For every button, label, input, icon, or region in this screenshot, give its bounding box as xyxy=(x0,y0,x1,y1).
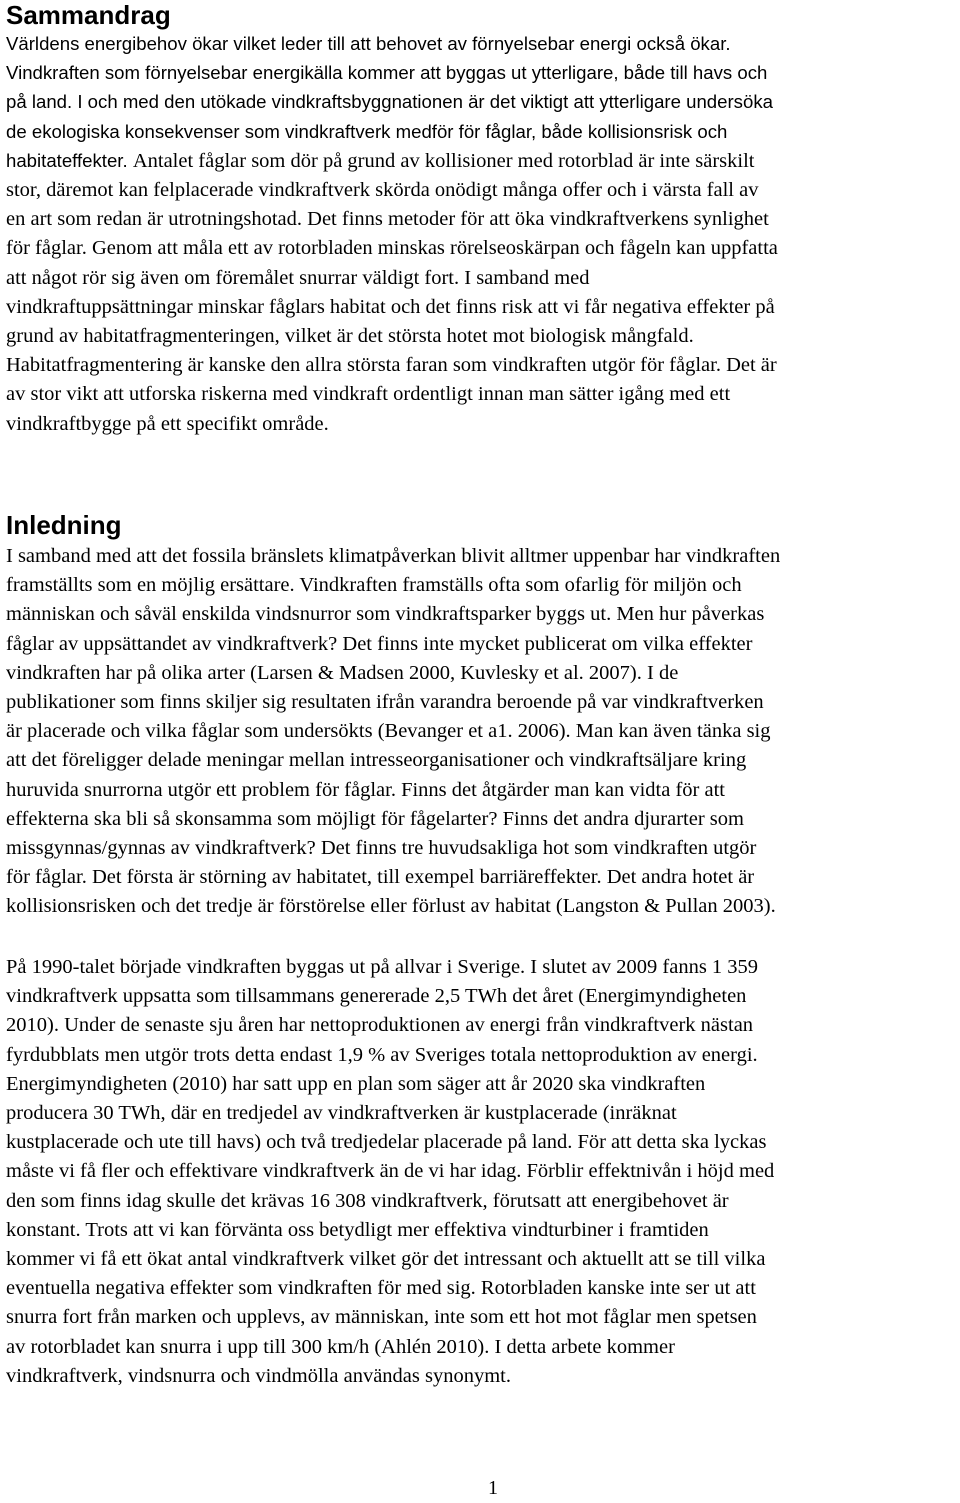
text-line: kollisionsrisken och det tredje är förstörelse eller förlust av habitat (Langston & Pullan 2003). xyxy=(6,895,776,918)
text-line: människan och såväl enskilda vindsnurror som vindkraftsparker byggs ut. Men hur påverkas xyxy=(6,603,765,626)
text-line: fåglar av uppsättandet av vindkraftverk? Det finns inte mycket publicerat om vilka effekter xyxy=(6,632,753,655)
text-line: att något rör sig även om föremålet snurrar väldigt fort. I samband med xyxy=(6,266,590,289)
text-line: vindkraftbygge på ett specifikt område. xyxy=(6,412,329,435)
text-line: I samband med att det fossila bränslets klimatpåverkan blivit alltmer uppenbar har vindkraften xyxy=(6,545,781,567)
text-line: de ekologiska konsekvenser som vindkraftverk medför för fåglar, både kollisionsrisk och xyxy=(6,120,728,142)
text-line: stor, däremot kan felplacerade vindkraftverk skörda onödigt många offer och i värsta fall av xyxy=(6,179,759,202)
text-line: för fåglar. Det första är störning av habitatet, till exempel barriäreffekter. Det andra hotet är xyxy=(6,866,755,889)
heading-sammandrag: Sammandrag xyxy=(6,0,171,30)
text-line: producera 30 TWh, där en tredjedel av vindkraftverken är kustplacerade (inräknat xyxy=(6,1102,677,1125)
text-line: På 1990-talet började vindkraften byggas ut på allvar i Sverige. I slutet av 2009 fanns 1 359 xyxy=(6,956,759,978)
paragraph-sammandrag xyxy=(6,29,956,439)
text-fragment: I och med den utökade vindkraftsbyggnationen är det viktigt att ytterligare undersöka xyxy=(77,91,773,113)
text-line: är placerade och vilka fåglar som undersökts (Bevanger et a1. 2006). Man kan även tänka sig xyxy=(6,720,771,743)
text-line: fyrdubblats men utgör trots detta endast 1,9 % av Sveriges totala nettoproduktion av energi. xyxy=(6,1043,758,1066)
text-line: Habitatfragmentering är kanske den allra största faran som vindkraften utgör för fåglar. Det är xyxy=(6,354,777,377)
text-line: snurra fort från marken och upplevs, av människan, inte som ett hot mot fåglar men spetsen xyxy=(6,1306,757,1329)
paragraph-inledning xyxy=(6,542,958,922)
text-line-mixed xyxy=(6,87,956,116)
text-fragment: på land. xyxy=(6,91,78,113)
text-line: Vindkraften som förnyelsebar energikälla kommer att byggas ut ytterligare, både till havs och xyxy=(6,62,768,84)
text-line: kommer vi få ett ökat antal vindkraftverk vilket gör det intressant och aktuellt att se till vilka xyxy=(6,1248,766,1271)
text-line: att det föreligger delade meningar mellan intresseorganisationer och vindkraftsäljare kring xyxy=(6,749,747,772)
text-line: Världens energibehov ökar vilket leder till att behovet av förnyelsebar energi också ökar. xyxy=(6,33,731,54)
text-line: missgynnas/gynnas av vindkraftverk? Det finns tre huvudsakliga hot som vindkraften utgör xyxy=(6,837,757,860)
text-fragment: Antalet fåglar som dör på grund av kollisioner med rotorblad är inte särskilt xyxy=(132,149,755,172)
text-line: Energimyndigheten (2010) har satt upp en plan som säger att år 2020 ska vindkraften xyxy=(6,1072,706,1095)
text-line: eventuella negativa effekter som vindkraften för med sig. Rotorbladen kanske inte ser ut att xyxy=(6,1277,756,1300)
text-line: en art som redan är utrotningshotad. Det finns metoder för att öka vindkraftverkens synlighet xyxy=(6,208,769,231)
text-line: måste vi få fler och effektivare vindkraftverk än de vi har idag. Förblir effektnivån i höjd med xyxy=(6,1160,775,1183)
text-line-mixed xyxy=(6,146,956,176)
text-line: kustplacerade och ute till havs) och två tredjedelar placerade på land. För att detta ska lyckas xyxy=(6,1131,767,1154)
page-number: 1 xyxy=(488,1477,498,1499)
text-line: av rotorbladet kan snurra i upp till 300 km/h (Ahlén 2010). I detta arbete kommer xyxy=(6,1335,675,1358)
text-line: av stor vikt att utforska riskerna med vindkraft ordentligt innan man sätter igång med ett xyxy=(6,383,731,406)
text-line: effekterna ska bli så skonsamma som möjligt för fågelarter? Finns det andra djurarter som xyxy=(6,807,744,830)
text-line: vindkraftuppsättningar minskar fåglars habitat och det finns risk att vi får negativa effekter på xyxy=(6,295,775,318)
text-line: vindkraften har på olika arter (Larsen & Madsen 2000, Kuvlesky et al. 2007). I de xyxy=(6,661,679,684)
heading-inledning: Inledning xyxy=(6,510,122,540)
text-line: konstant. Trots att vi kan förvänta oss betydligt mer effektiva vindturbiner i framtiden xyxy=(6,1218,709,1241)
text-line: 2010). Under de senaste sju åren har nettoproduktionen av energi från vindkraftverk nästan xyxy=(6,1014,754,1037)
text-line: framställts som en möjlig ersättare. Vindkraften framställs ofta som ofarlig för miljön och xyxy=(6,574,742,597)
text-line: huruvida snurrorna utgör ett problem för fåglar. Finns det åtgärder man kan vidta för att xyxy=(6,778,725,801)
text-line: den som finns idag skulle det krävas 16 308 vindkraftverk, förutsatt att energibehovet är xyxy=(6,1189,729,1212)
text-line: grund av habitatfragmenteringen, vilket är det största hotet mot biologisk mångfald. xyxy=(6,325,694,348)
paragraph-1990-talet xyxy=(6,953,958,1391)
text-line: publikationer som finns skiljer sig resultaten ifrån varandra beroende på var vindkraftverken xyxy=(6,691,764,714)
text-line: vindkraftverk uppsatta som tillsammans genererade 2,5 TWh det året (Energimyndigheten xyxy=(6,985,747,1008)
text-line: vindkraftverk, vindsnurra och vindmölla användas synonymt. xyxy=(6,1364,511,1387)
text-fragment: habitateffekter. xyxy=(6,149,133,171)
text-line: för fåglar. Genom att måla ett av rotorbladen minskas rörelseoskärpan och fågeln kan uppfatta xyxy=(6,237,778,260)
